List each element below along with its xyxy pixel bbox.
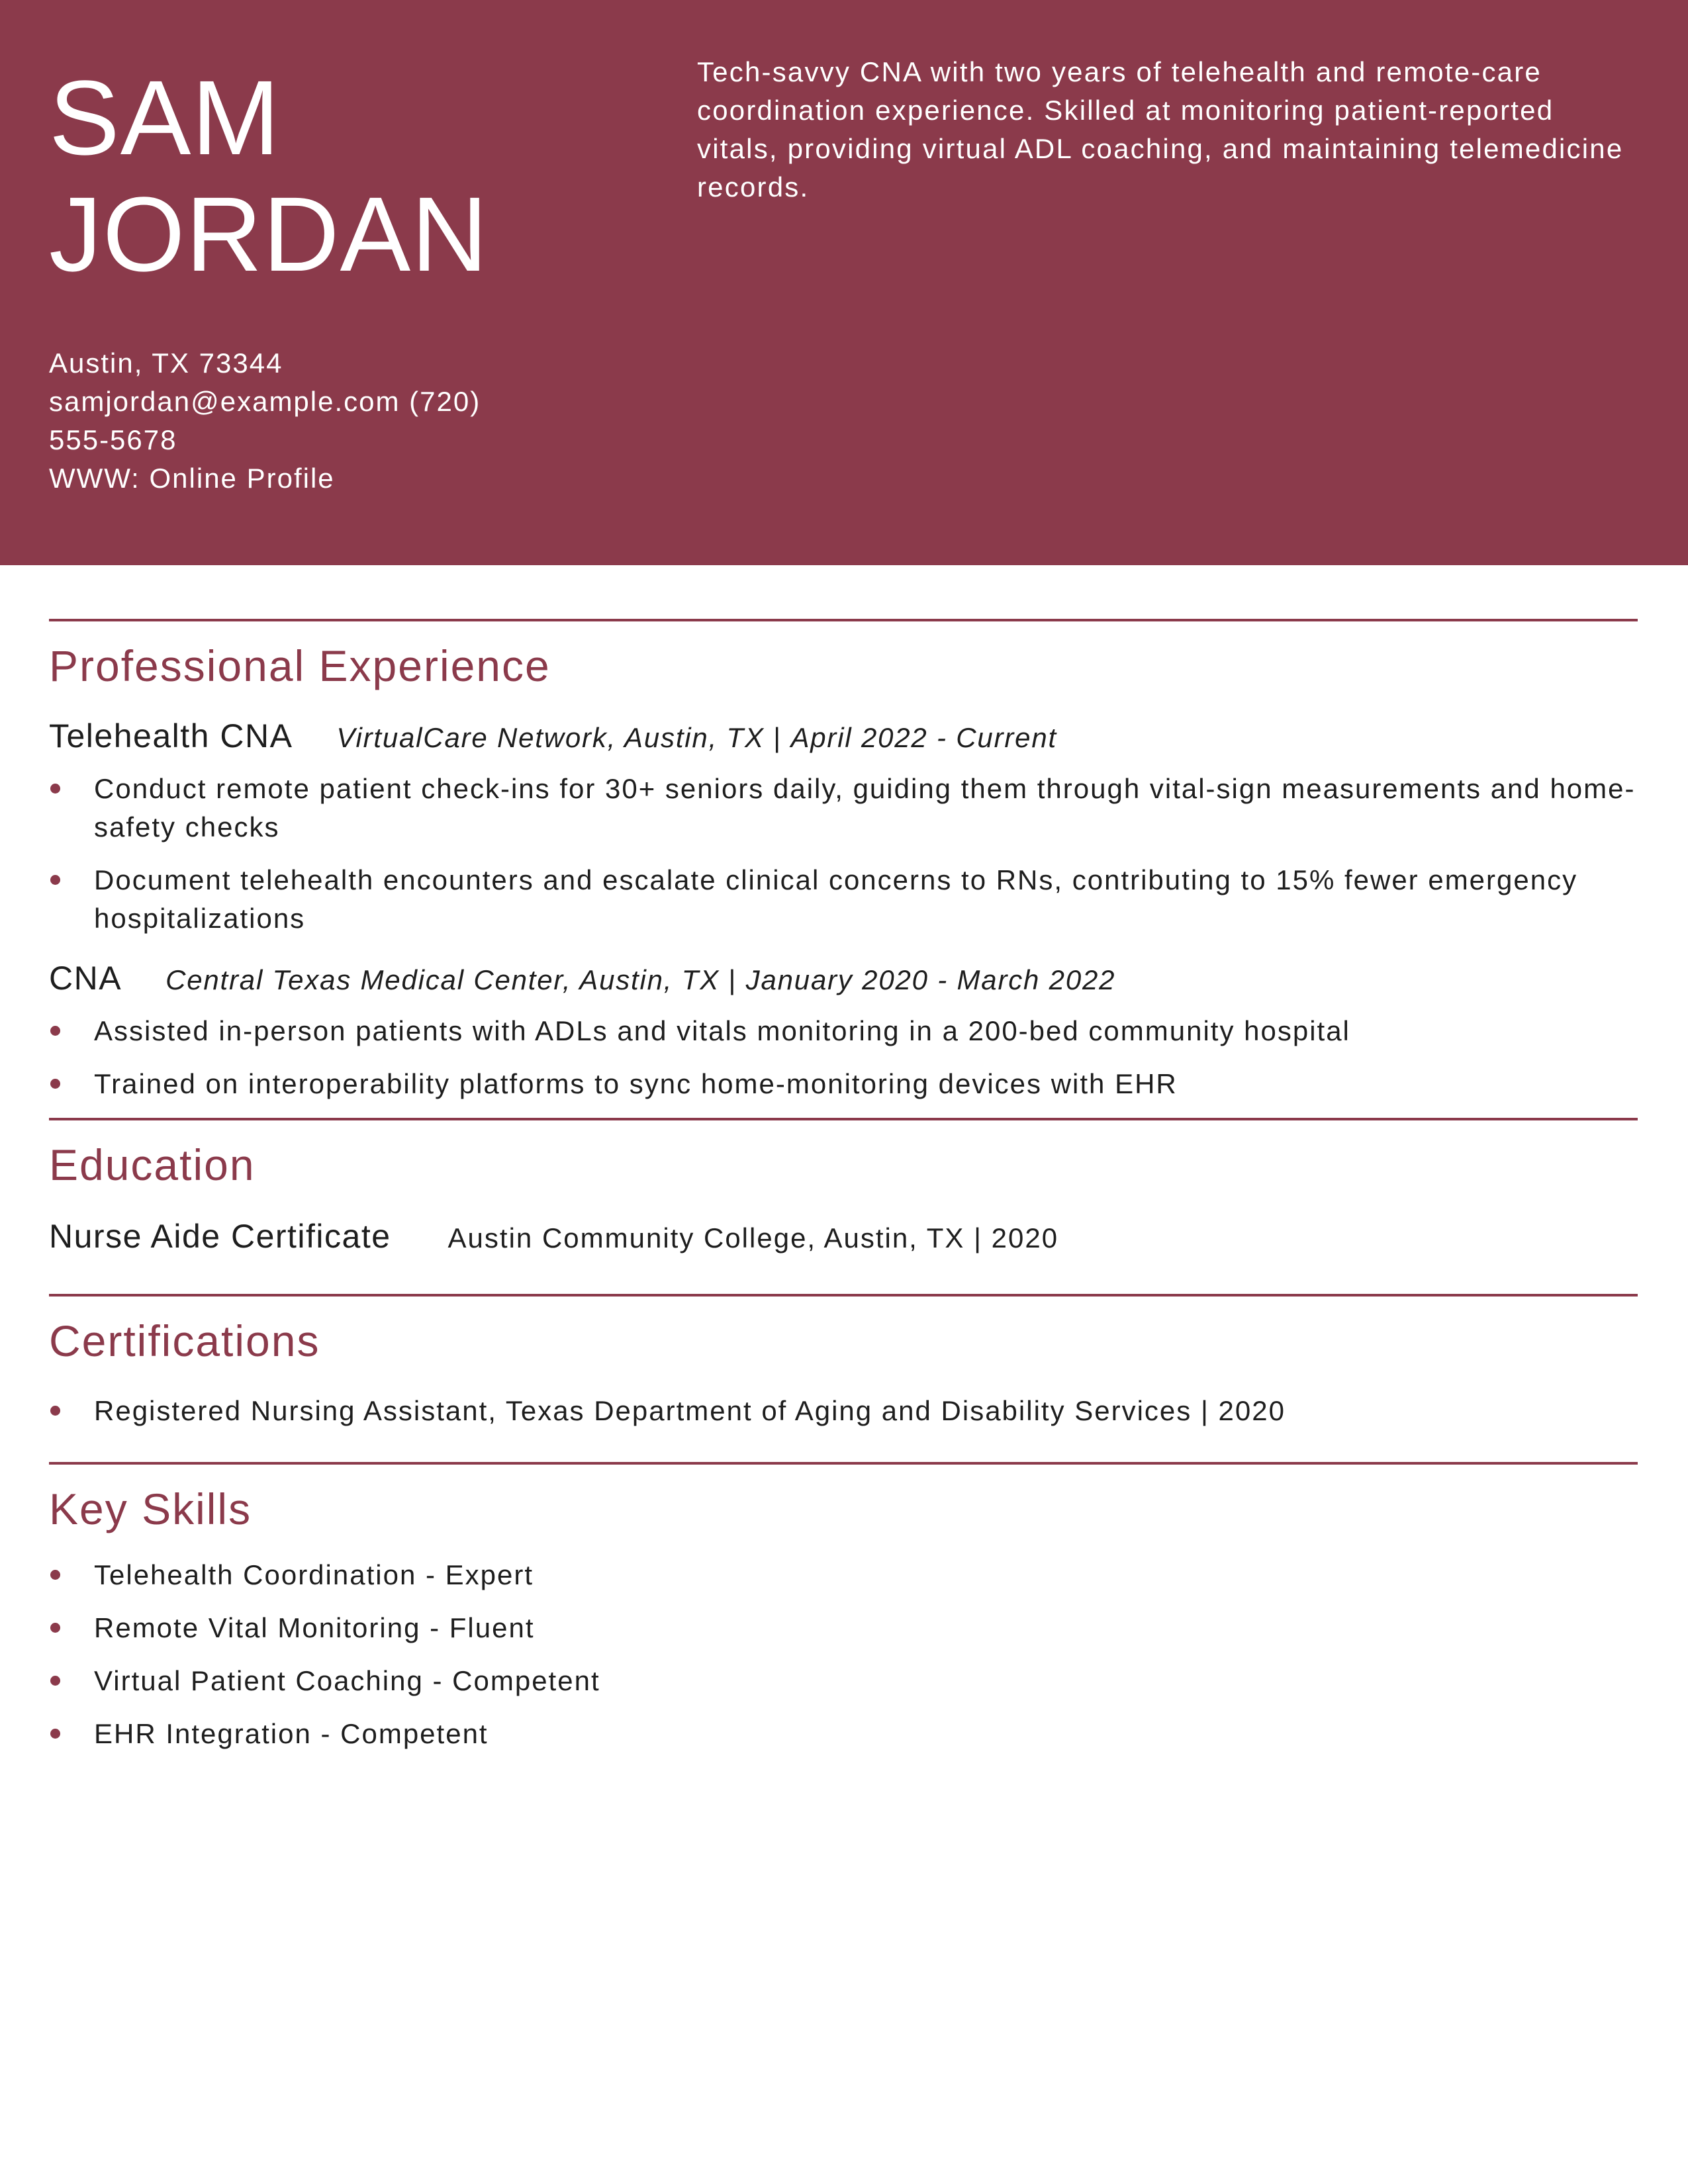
degree-name: Nurse Aide Certificate: [49, 1218, 391, 1255]
job-meta: Central Texas Medical Center, Austin, TX | January 2020 - March 2022: [165, 964, 1116, 995]
bullet-text: Document telehealth encounters and escalate clinical concerns to RNs, contributing to 15% fewer emergency hospitalizations: [94, 864, 1578, 934]
contact-address: Austin, TX 73344: [49, 347, 283, 379]
job-dates: April 2022 - Current: [790, 722, 1057, 753]
section-title-certifications: Certifications: [49, 1316, 320, 1365]
job-location: Austin, TX: [624, 722, 765, 753]
job-bullets: [49, 1012, 1638, 1103]
list-item: [49, 1556, 1638, 1594]
job-header: [49, 959, 1638, 997]
section-title-skills: Key Skills: [49, 1484, 252, 1533]
job-bullets: [49, 770, 1638, 938]
skills-section: [49, 1462, 1638, 1753]
bullet-text: Conduct remote patient check-ins for 30+ seniors daily, guiding them through vital-sign measurements and home-safety checks: [94, 773, 1636, 842]
job-title: Telehealth CNA: [49, 717, 293, 754]
bullet-icon: [50, 1729, 60, 1739]
list-item: [49, 1012, 1638, 1050]
list-item: [49, 1662, 1638, 1700]
bullet-icon: [50, 1623, 60, 1633]
bullet-text: Trained on interoperability platforms to sync home-monitoring devices with EHR: [94, 1068, 1178, 1099]
skill-text: Remote Vital Monitoring - Fluent: [94, 1612, 535, 1643]
education-details: Austin Community College, Austin, TX | 2020: [447, 1222, 1059, 1253]
contact-email[interactable]: samjordan@example.com (720): [49, 386, 481, 417]
job-title: CNA: [49, 960, 122, 997]
job-dates: January 2020 - March 2022: [745, 964, 1116, 995]
certification-list: [49, 1392, 1638, 1430]
resume-header: [0, 0, 1688, 565]
skills-list: [49, 1556, 1638, 1753]
list-item: [49, 770, 1638, 846]
contact-web-link[interactable]: WWW: Online Profile: [49, 463, 335, 494]
list-item: [49, 1715, 1638, 1753]
bullet-icon: [50, 784, 60, 794]
job-entry: [49, 717, 1638, 938]
job-company: VirtualCare Network: [336, 722, 608, 753]
contact-info: [49, 344, 539, 498]
section-title-experience: Professional Experience: [49, 641, 551, 690]
list-item: [49, 1065, 1638, 1103]
list-item: [49, 861, 1638, 938]
bullet-icon: [50, 875, 60, 885]
contact-phone: 555-5678: [49, 424, 177, 455]
skill-text: EHR Integration - Competent: [94, 1718, 489, 1749]
certifications-section: [49, 1294, 1638, 1430]
bullet-icon: [50, 1676, 60, 1686]
certification-text: Registered Nursing Assistant, Texas Department of Aging and Disability Services | 2020: [94, 1395, 1286, 1426]
resume-body: [49, 619, 1638, 1768]
skill-text: Virtual Patient Coaching - Competent: [94, 1665, 600, 1696]
list-item: [49, 1609, 1638, 1647]
job-meta: VirtualCare Network, Austin, TX | April 2022 - Current: [336, 722, 1057, 753]
education-entry: [49, 1217, 1638, 1255]
professional-summary: Tech-savvy CNA with two years of telehealth and remote-care coordination experience. Skilled at monitoring patient-reported vitals, providing virtual ADL coaching, and maintaining telemedicine records.: [697, 56, 1624, 203]
job-header: [49, 717, 1638, 755]
bullet-icon: [50, 1406, 60, 1416]
last-name: JORDAN: [49, 175, 489, 293]
skill-text: Telehealth Coordination - Expert: [94, 1559, 534, 1590]
first-name: SAM: [49, 58, 281, 177]
list-item: [49, 1392, 1638, 1430]
section-title-education: Education: [49, 1140, 256, 1189]
bullet-icon: [50, 1570, 60, 1580]
job-entry: [49, 959, 1638, 1103]
bullet-icon: [50, 1026, 60, 1036]
job-company: Central Texas Medical Center: [165, 964, 563, 995]
education-section: [49, 1118, 1638, 1255]
job-location: Austin, TX: [579, 964, 720, 995]
bullet-text: Assisted in-person patients with ADLs and vitals monitoring in a 200-bed community hospital: [94, 1015, 1350, 1046]
candidate-name: [49, 60, 489, 293]
experience-section: [49, 619, 1638, 1103]
bullet-icon: [50, 1079, 60, 1089]
